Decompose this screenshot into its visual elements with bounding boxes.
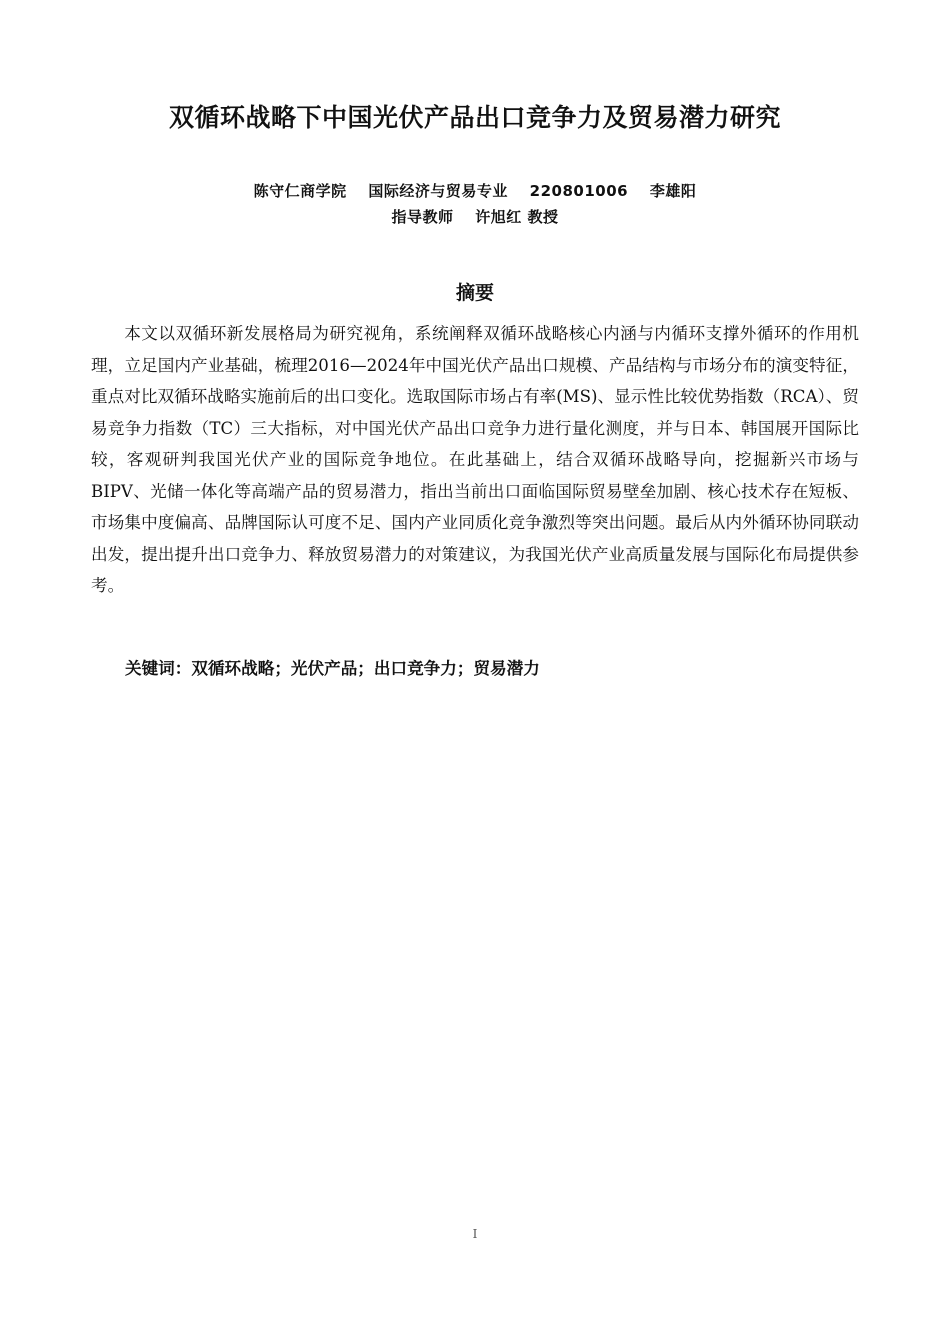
abstract-heading: 摘要 xyxy=(455,282,494,304)
advisor-info-line xyxy=(0,206,950,227)
advisor-name: 许旭红 教授 xyxy=(475,208,559,226)
page-number: I xyxy=(472,1227,478,1241)
paper-title: 双循环战略下中国光伏产品出口竞争力及贸易潜力研究 xyxy=(168,103,781,132)
abstract-body: 本文以双循环新发展格局为研究视角，系统阐释双循环战略核心内涵与内循环支撑外循环的作用机理，立足国内产业基础，梳理2016—2024年中国光伏产品出口规模、产品结构与市场分布的演变特征，重点对比双循环战略实施前后的出口变化。选取国际市场占有率(MS)、显示性比较优势指数（RCA）、贸易竞争力指数（TC）三大指标，对中国光伏产品出口竞争力进行量化测度，并与日本、韩国展开国际比较，客观研判我国光伏产业的国际竞争地位。在此基础上，结合双循环战略导向，挖掘新兴市场与BIPV、光储一体化等高端产品的贸易潜力，指出当前出口面临国际贸易壁垒加剧、核心技术存在短板、市场集中度偏高、品牌国际认可度不足、国内产业同质化竞争激烈等突出问题。最后从内外循环协同联动出发，提出提升出口竞争力、释放贸易潜力的对策建议，为我国光伏产业高质量发展与国际化布局提供参考。 xyxy=(91,324,859,595)
advisor-label: 指导教师 xyxy=(391,208,454,226)
major-name: 国际经济与贸易专业 xyxy=(368,182,508,200)
student-id: 220801006 xyxy=(529,182,629,200)
author-info-line xyxy=(0,180,950,201)
college-name: 陈守仁商学院 xyxy=(253,182,347,200)
keywords-line: 关键词：双循环战略；光伏产品；出口竞争力；贸易潜力 xyxy=(125,659,540,678)
student-name: 李雄阳 xyxy=(649,182,697,200)
